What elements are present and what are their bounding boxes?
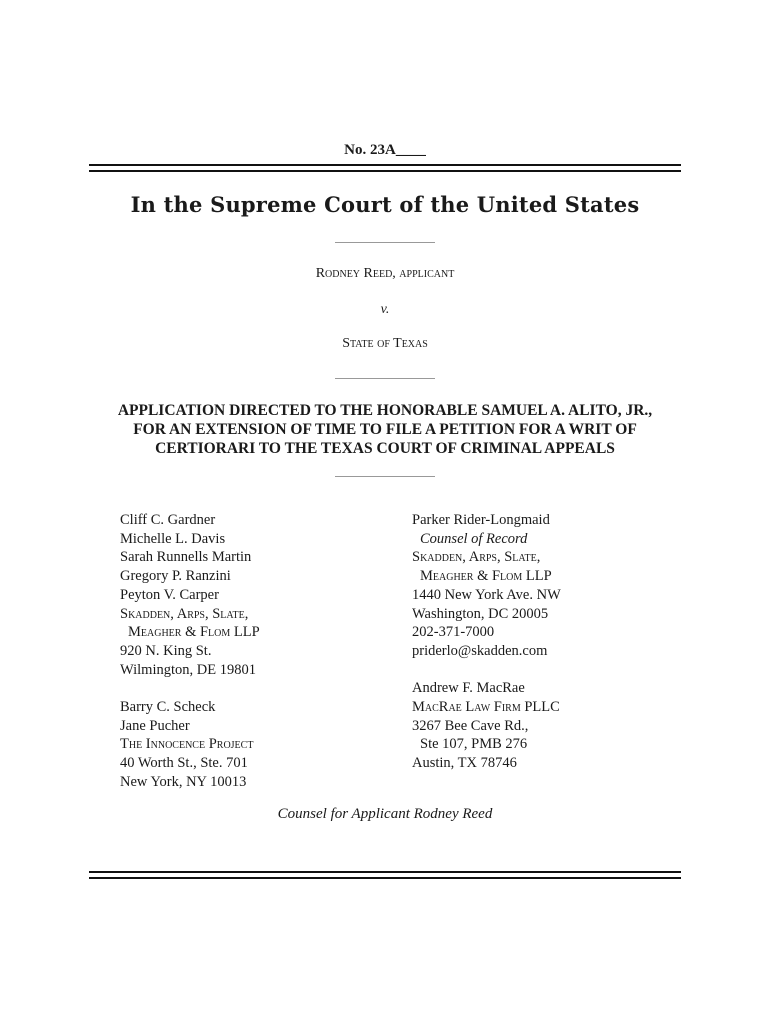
counsel-left-group-2 bbox=[120, 698, 380, 792]
counsel-line: Gregory P. Ranzini bbox=[120, 568, 231, 585]
counsel-line: Meagher & Flom LLP bbox=[128, 624, 260, 641]
counsel-line: 202-371-7000 bbox=[412, 624, 495, 641]
counsel-line: Michelle L. Davis bbox=[120, 530, 226, 547]
counsel-line: 920 N. King St. bbox=[120, 642, 212, 659]
counsel-line: Barry C. Scheck bbox=[120, 699, 216, 716]
respondent-name: State of Texas bbox=[342, 336, 428, 351]
counsel-right-group-2 bbox=[412, 679, 672, 773]
counsel-line: Counsel of Record bbox=[420, 530, 528, 547]
counsel-line: Jane Pucher bbox=[120, 717, 190, 734]
top-double-rule bbox=[89, 164, 681, 172]
counsel-line: Peyton V. Carper bbox=[120, 586, 219, 603]
application-line: CERTIORARI TO THE TEXAS COURT OF CRIMINAL APPEALS bbox=[155, 440, 615, 457]
versus-label: v. bbox=[380, 302, 390, 317]
counsel-line: Washington, DC 20005 bbox=[412, 605, 549, 622]
counsel-line: Austin, TX 78746 bbox=[412, 755, 517, 772]
counsel-line: Cliff C. Gardner bbox=[120, 512, 216, 528]
bottom-double-rule bbox=[89, 871, 681, 879]
court-title: In the Supreme Court of the United States bbox=[130, 192, 640, 217]
counsel-line: 40 Worth St., Ste. 701 bbox=[120, 755, 248, 772]
counsel-left-group-1 bbox=[120, 511, 380, 679]
application-line: APPLICATION DIRECTED TO THE HONORABLE SAMUEL A. ALITO, JR., bbox=[117, 402, 653, 419]
counsel-line: New York, NY 10013 bbox=[120, 773, 247, 790]
divider-rule bbox=[335, 476, 435, 477]
application-title bbox=[80, 401, 690, 458]
counsel-line: Wilmington, DE 19801 bbox=[120, 661, 256, 678]
counsel-line: Parker Rider-Longmaid bbox=[412, 512, 550, 528]
counsel-right-column bbox=[412, 511, 672, 773]
counsel-for-applicant: Counsel for Applicant Rodney Reed bbox=[277, 806, 493, 822]
counsel-line: MacRae Law Firm PLLC bbox=[412, 699, 560, 716]
counsel-line: Skadden, Arps, Slate, bbox=[120, 605, 249, 622]
application-line: FOR AN EXTENSION OF TIME TO FILE A PETITION FOR A WRIT OF bbox=[133, 421, 637, 438]
counsel-line: Ste 107, PMB 276 bbox=[420, 736, 528, 753]
counsel-right-group-1 bbox=[412, 511, 672, 661]
divider-rule bbox=[335, 378, 435, 379]
counsel-line: Sarah Runnells Martin bbox=[120, 549, 252, 566]
counsel-line: 1440 New York Ave. NW bbox=[412, 586, 561, 603]
counsel-left-column bbox=[120, 511, 380, 792]
counsel-line: The Innocence Project bbox=[120, 736, 254, 753]
counsel-line: Andrew F. MacRae bbox=[412, 680, 525, 697]
counsel-line: Skadden, Arps, Slate, bbox=[412, 549, 541, 566]
applicant-name: Rodney Reed, applicant bbox=[315, 266, 455, 281]
docket-number: No. 23A____ bbox=[344, 142, 426, 158]
divider-rule bbox=[335, 242, 435, 243]
counsel-line: 3267 Bee Cave Rd., bbox=[412, 717, 529, 734]
counsel-line: priderlo@skadden.com bbox=[412, 642, 548, 659]
counsel-line: Meagher & Flom LLP bbox=[420, 568, 552, 585]
